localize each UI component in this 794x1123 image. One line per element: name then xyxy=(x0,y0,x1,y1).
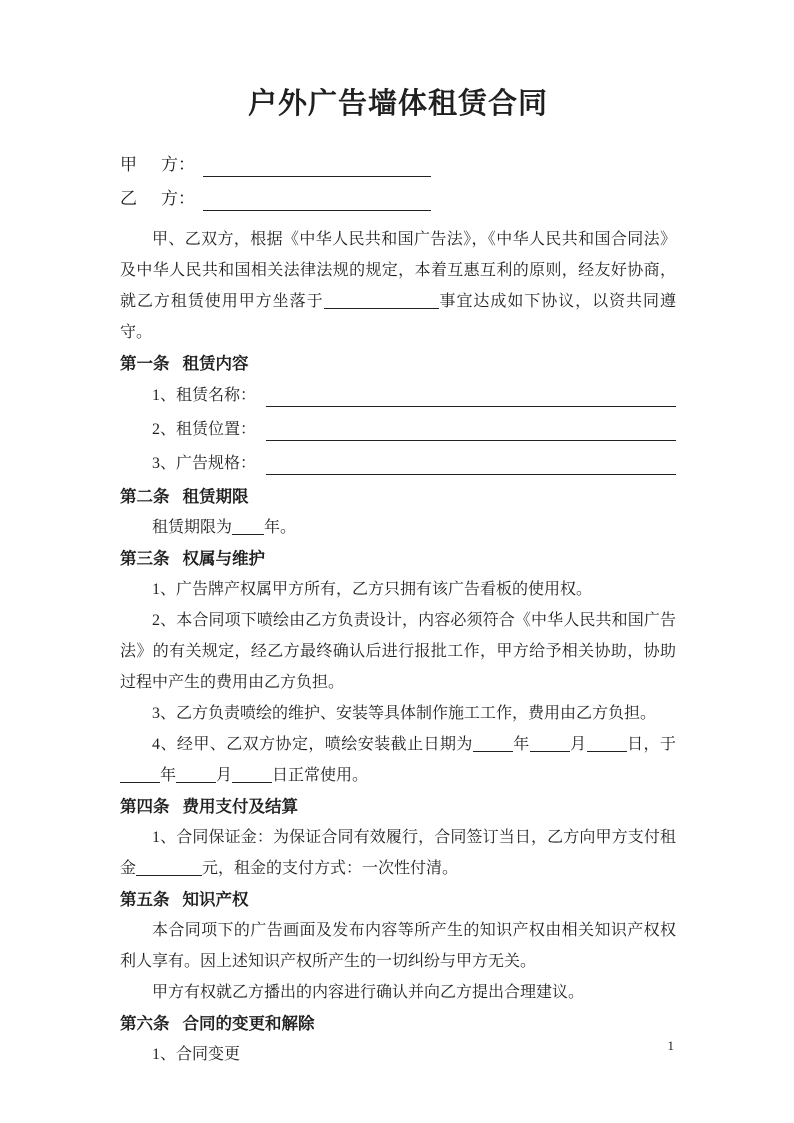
fill-line-blank xyxy=(266,439,676,441)
paragraph xyxy=(120,977,676,1008)
party-a-row xyxy=(120,150,676,184)
paragraph xyxy=(120,822,676,884)
text-run: 日，于 xyxy=(626,736,676,753)
text-run: 本合同项下的广告画面及发布内容等所产生的知识产权由相关知识产权权利人享有。因上述知识产权所产生的一切纠纷与甲方无关。 xyxy=(120,922,676,970)
text-run: 月 xyxy=(216,767,233,784)
party-b-label: 乙 xyxy=(120,189,137,208)
fill-line-item xyxy=(120,447,676,481)
inline-blank xyxy=(473,735,513,752)
document-content xyxy=(120,84,676,1070)
fill-line-label: 1、租赁名称： xyxy=(152,387,257,404)
inline-blank xyxy=(232,518,264,535)
paragraph xyxy=(120,224,676,348)
section-title: 租赁内容 xyxy=(182,354,249,373)
party-a-blank-line xyxy=(203,152,431,177)
section-heading xyxy=(120,543,676,574)
fill-line-label: 2、租赁位置： xyxy=(152,421,257,438)
text-run: 年 xyxy=(160,767,177,784)
paragraph xyxy=(120,729,676,791)
section-number: 第五条 xyxy=(120,890,170,909)
paragraph xyxy=(120,1039,676,1070)
section-heading xyxy=(120,348,676,379)
text-run: 日正常使用。 xyxy=(272,767,369,784)
section-title: 权属与维护 xyxy=(182,549,265,568)
inline-blank xyxy=(530,735,570,752)
text-run: 月 xyxy=(569,736,587,753)
text-run: 1、广告牌产权属甲方所有，乙方只拥有该广告看板的使用权。 xyxy=(152,581,593,598)
text-run: 年。 xyxy=(264,519,297,536)
inline-blank xyxy=(232,766,272,783)
section-heading xyxy=(120,884,676,915)
text-run: 3、乙方负责喷绘的维护、安装等具体制作施工工作，费用由乙方负担。 xyxy=(152,705,657,722)
section-heading xyxy=(120,791,676,822)
section-heading xyxy=(120,481,676,512)
text-run: 4、经甲、乙双方协定，喷绘安装截止日期为 xyxy=(152,736,473,753)
section-title: 合同的变更和解除 xyxy=(182,1014,315,1033)
text-run: 甲、乙双方，根据《中华人民共和国广告法》，《中华人民共和国合同法》及中华人民共和国相关法律法规的规定，本着互惠互利的原则，经友好协商，就乙方租赁使用甲方坐落于 xyxy=(120,231,676,310)
text-run: 2、本合同项下喷绘由乙方负责设计，内容必须符合《中华人民共和国广告法》的有关规定，经乙方最终确认后进行报批工作，甲方给予相关协助，协助过程中产生的费用由乙方负担。 xyxy=(120,612,676,691)
party-a-label: 甲 xyxy=(120,155,137,174)
text-run: 年 xyxy=(512,736,530,753)
text-run: 1、合同变更 xyxy=(152,1046,241,1063)
section-title: 知识产权 xyxy=(182,890,249,909)
section-number: 第二条 xyxy=(120,487,170,506)
section-heading xyxy=(120,1008,676,1039)
section-title: 租赁期限 xyxy=(182,487,249,506)
text-run: 事宜达成如下协议，以资共同遵守。 xyxy=(120,293,676,341)
document-body xyxy=(120,224,676,1070)
party-b-blank-line xyxy=(203,186,431,211)
paragraph xyxy=(120,915,676,977)
party-b-label2: 方： xyxy=(161,189,195,208)
paragraph xyxy=(120,512,676,543)
fill-line-blank xyxy=(266,405,676,407)
section-number: 第一条 xyxy=(120,354,170,373)
fill-line-item xyxy=(120,379,676,413)
text-run: 租赁期限为 xyxy=(152,519,233,536)
fill-line-blank xyxy=(266,473,676,475)
section-title: 费用支付及结算 xyxy=(182,797,298,816)
fill-line-label: 3、广告规格： xyxy=(152,455,257,472)
document-title: 户外广告墙体租赁合同 xyxy=(247,88,548,120)
paragraph xyxy=(120,698,676,729)
inline-blank xyxy=(120,766,160,783)
inline-blank xyxy=(176,766,216,783)
text-run: 甲方有权就乙方播出的内容进行确认并向乙方提出合理建议。 xyxy=(152,984,585,1001)
text-run: 元，租金的支付方式：一次性付清。 xyxy=(202,860,459,877)
text-run: 1、合同保证金：为保证合同有效履行，合同签订当日，乙方向甲方支付租金 xyxy=(120,829,676,877)
page-number: 1 xyxy=(667,1038,674,1053)
paragraph xyxy=(120,605,676,698)
party-a-label2: 方： xyxy=(161,155,195,174)
inline-blank xyxy=(324,292,439,309)
party-b-row xyxy=(120,184,676,218)
party-block xyxy=(120,150,676,218)
section-number: 第六条 xyxy=(120,1014,170,1033)
inline-blank xyxy=(587,735,627,752)
paragraph xyxy=(120,574,676,605)
inline-blank xyxy=(136,859,202,876)
section-number: 第四条 xyxy=(120,797,170,816)
fill-line-item xyxy=(120,413,676,447)
section-number: 第三条 xyxy=(120,549,170,568)
